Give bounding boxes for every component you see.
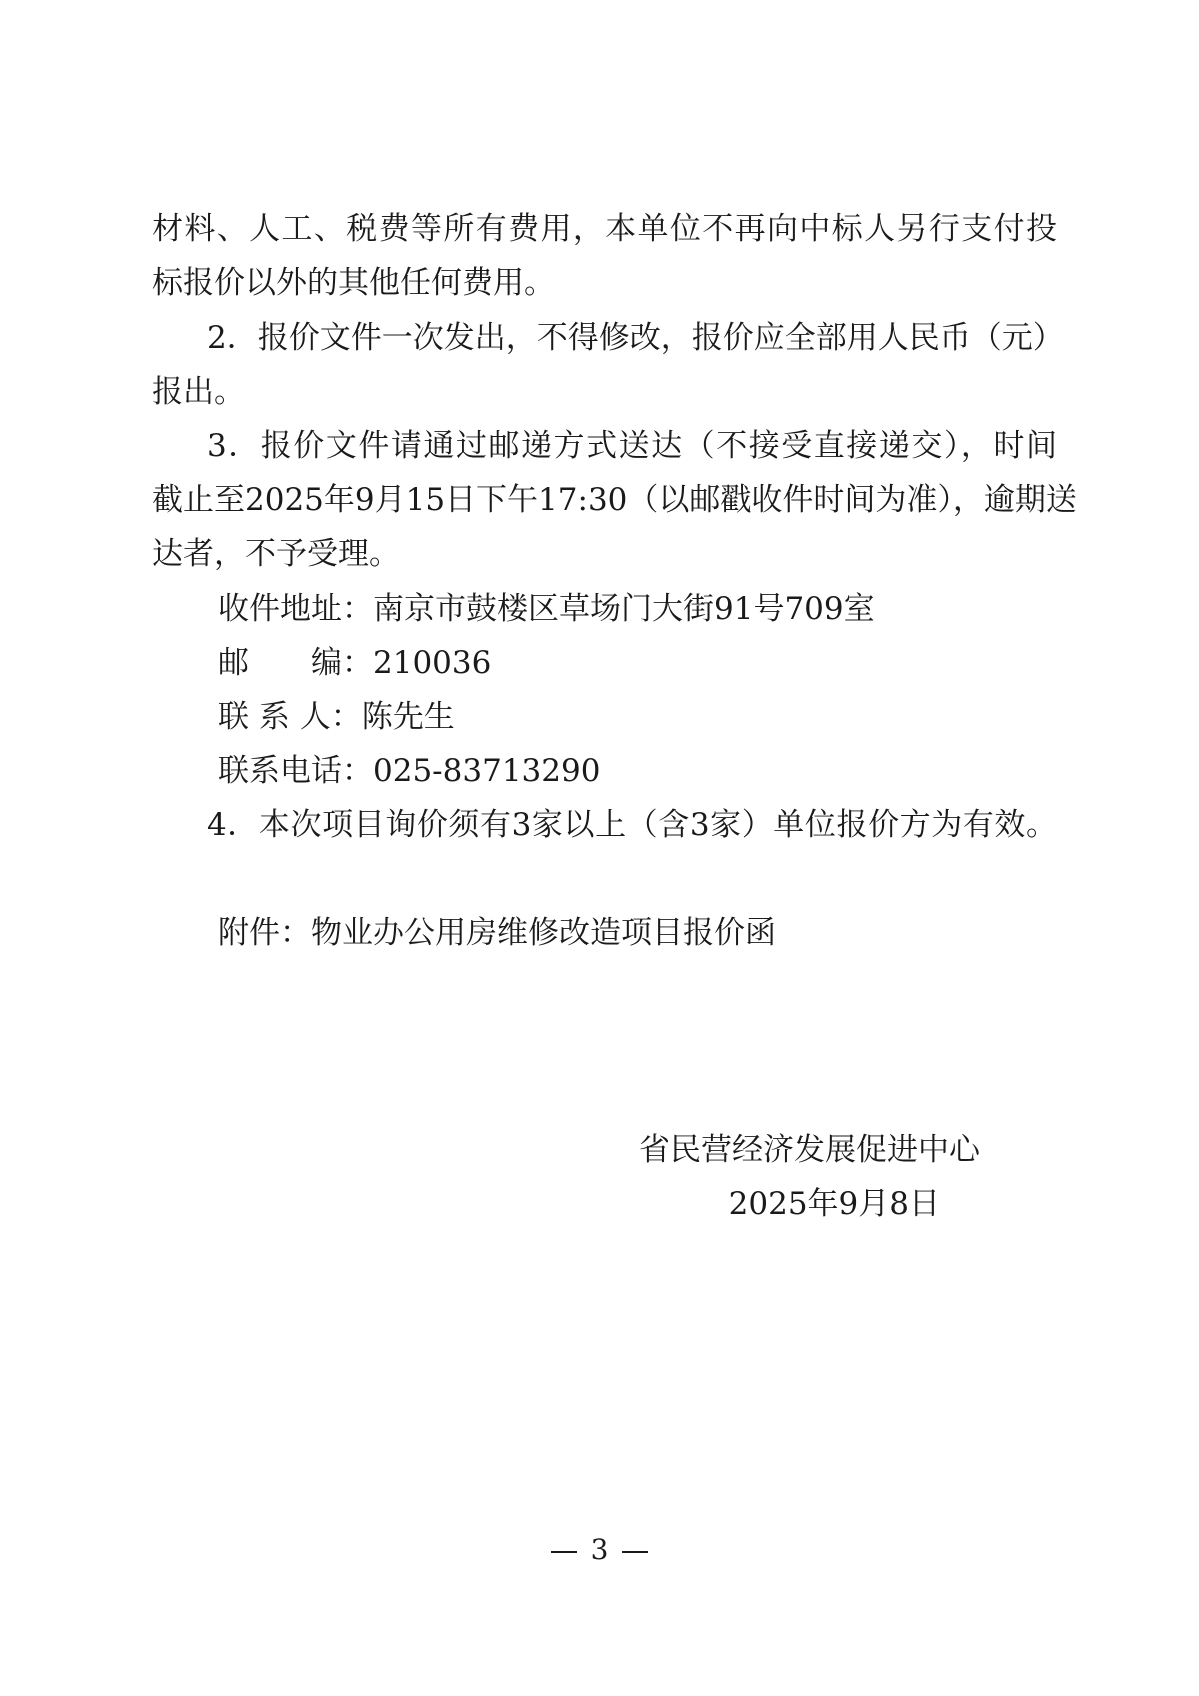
item-4: 4．本次项目询价须有3家以上（含3家）单位报价方为有效。 <box>207 807 1057 843</box>
paragraph-2-line-1: 2．报价文件一次发出，不得修改，报价应全部用人民币（元） <box>207 320 1064 356</box>
paragraph-3-line-3: 达者，不予受理。 <box>152 536 400 572</box>
page-number <box>0 1532 1199 1568</box>
paragraph-2-line-2: 报出。 <box>152 374 245 410</box>
contact-postcode: 邮 编：210036 <box>218 645 492 681</box>
contact-phone: 联系电话：025-83713290 <box>218 753 601 789</box>
contact-address: 收件地址：南京市鼓楼区草场门大街91号709室 <box>218 591 875 627</box>
page-number-value: 3 <box>590 1533 609 1566</box>
paragraph-3-line-1: 3．报价文件请通过邮递方式送达（不接受直接递交），时间 <box>207 428 1057 464</box>
paragraph-3-line-2: 截止至2025年9月15日下午17:30（以邮戳收件时间为准），逾期送 <box>152 482 1077 518</box>
paragraph-1-line-1: 材料、人工、税费等所有费用，本单位不再向中标人另行支付投 <box>152 211 1057 247</box>
signature-date: 2025年9月8日 <box>728 1186 940 1222</box>
attachment-line: 附件：物业办公用房维修改造项目报价函 <box>218 915 776 951</box>
signature-organization: 省民营经济发展促进中心 <box>639 1132 980 1168</box>
page-number-dash-left <box>551 1551 577 1553</box>
contact-person: 联 系 人：陈先生 <box>218 699 455 735</box>
page-number-dash-right <box>622 1551 648 1553</box>
paragraph-1-line-2: 标报价以外的其他任何费用。 <box>152 265 555 301</box>
